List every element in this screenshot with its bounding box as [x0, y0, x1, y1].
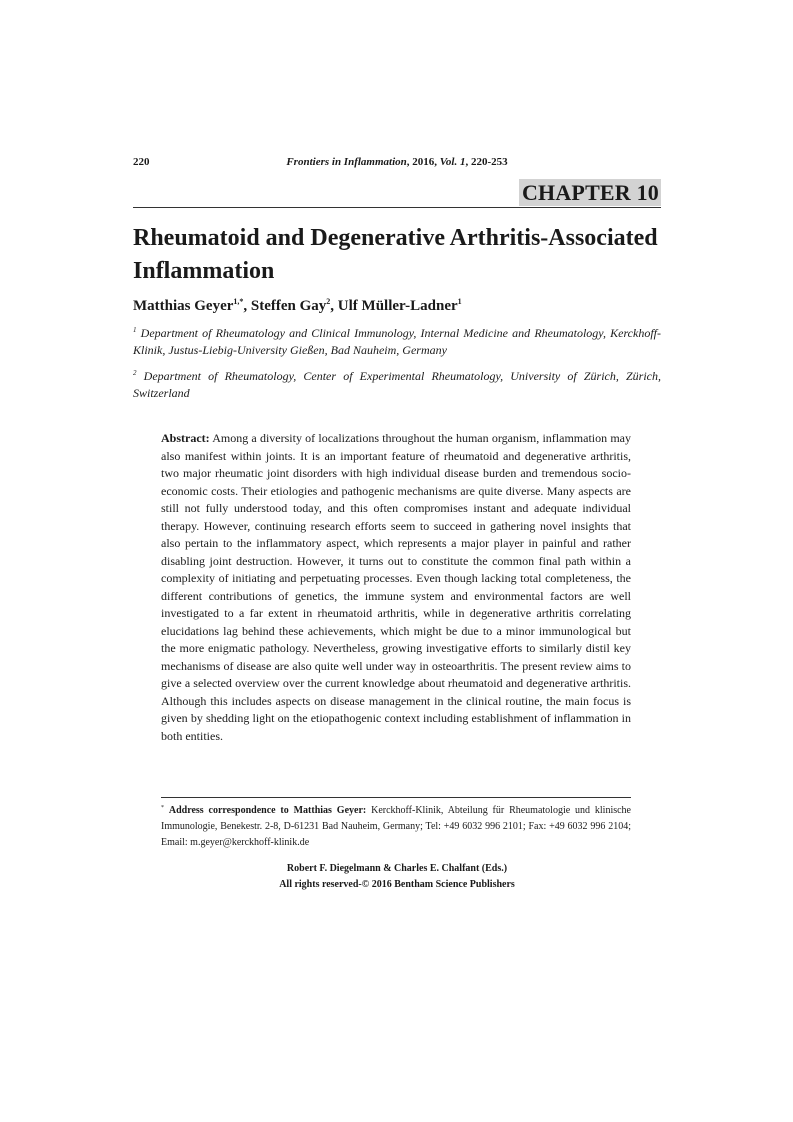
- footnote-label: Address correspondence to Matthias Geyer:: [168, 805, 367, 816]
- chapter-label: CHAPTER 10: [519, 179, 661, 206]
- correspondence-footnote: [161, 800, 631, 851]
- running-header: [133, 156, 661, 170]
- author-name: Ulf Müller-Ladner: [337, 298, 458, 314]
- editors-line: Robert F. Diegelmann & Charles E. Chalfant (Eds.): [286, 863, 508, 874]
- footnote-divider: [161, 797, 631, 798]
- abstract-text: Among a diversity of localizations throughout the human organism, inflammation may also manifest within joints. It is an important feature of rheumatoid and degenerative arthritis, two major rheumatic joint disorders with high individual disease burden and tremendous socio-economic costs. Their etiologies and pathogenic mechanisms are quite diverse. Many aspects are still not fully understood today, and this often compromises instant and adequate individual therapy. However, continuing research efforts seem to succeed in gathering novel insights that also pertain to the inflammatory aspect, which represents a major player in painful and rather disabling joint destruction. However, it turns out to constitute the common final path within a complexity of initiating and perpetuating processes. Even though lacking total completeness, the different contributions of genetics, the immune system and environmental factors are well investigated to a far extent in rheumatoid arthritis, while in degenerative arthritis correlating elucidations lag behind these achievements, which might be due to a minor immunological but the more enigmatic pathology. Nevertheless, growing investigative efforts to similarly distil key mechanisms of disease are also quite well under way in osteoarthritis. The present review aims to give a selected overview over the current knowledge about rheumatoid and degenerative arthritis. Although this includes aspects on disease management in the clinical routine, the main focus is given by shedding light on the etiopathogenic context including establishment of inflammation in both entities.: [161, 431, 631, 743]
- footnote-text: Kerckhoff-Klinik, Abteilung für Rheumatologie und klinische Immunologie, Benekestr. 2-8, D-61231 Bad Nauheim, Germany; Tel: +49 6032 996 2101; Fax: +49 6032 996 2104; Email: m.geyer@kerckhoff-klinik.de: [161, 805, 631, 848]
- author-separator: ,: [243, 298, 251, 314]
- copyright-line: All rights reserved-© 2016 Bentham Science Publishers: [279, 879, 515, 890]
- chapter-label-box: [519, 180, 661, 205]
- author-name: Steffen Gay: [250, 298, 327, 314]
- author-list: [133, 297, 462, 315]
- affiliation-text: Department of Rheumatology and Clinical Immunology, Internal Medicine and Rheumatology, Kerckhoff-Klinik, Justus-Liebig-University Gießen, Bad Nauheim, Germany: [133, 326, 661, 357]
- chapter-title: Rheumatoid and Degenerative Arthritis-Associated Inflammation: [133, 225, 658, 284]
- author-affiliation-mark: 1,*: [233, 297, 244, 306]
- author-affiliation-mark: 1: [457, 297, 462, 306]
- journal-year: , 2016,: [406, 156, 440, 168]
- author-name: Matthias Geyer: [133, 298, 234, 314]
- affiliation-number: 1: [133, 326, 137, 334]
- author-separator: ,: [330, 298, 338, 314]
- affiliation: [133, 365, 661, 402]
- footnote-mark: *: [161, 805, 164, 811]
- header-divider: [133, 207, 661, 208]
- journal-volume: Vol. 1: [439, 156, 466, 168]
- author-affiliation-mark: 2: [326, 297, 331, 306]
- affiliation: [133, 322, 661, 359]
- affiliation-number: 2: [133, 369, 137, 377]
- affiliation-text: Department of Rheumatology, Center of Experimental Rheumatology, University of Zürich, Zürich, Switzerland: [133, 369, 662, 400]
- journal-name: Frontiers in Inflammation: [286, 156, 407, 168]
- page-number: 220: [133, 156, 150, 168]
- abstract-label: Abstract:: [161, 431, 210, 445]
- journal-pages: , 220-253: [465, 156, 508, 168]
- abstract: [161, 430, 631, 745]
- journal-citation: [133, 156, 661, 168]
